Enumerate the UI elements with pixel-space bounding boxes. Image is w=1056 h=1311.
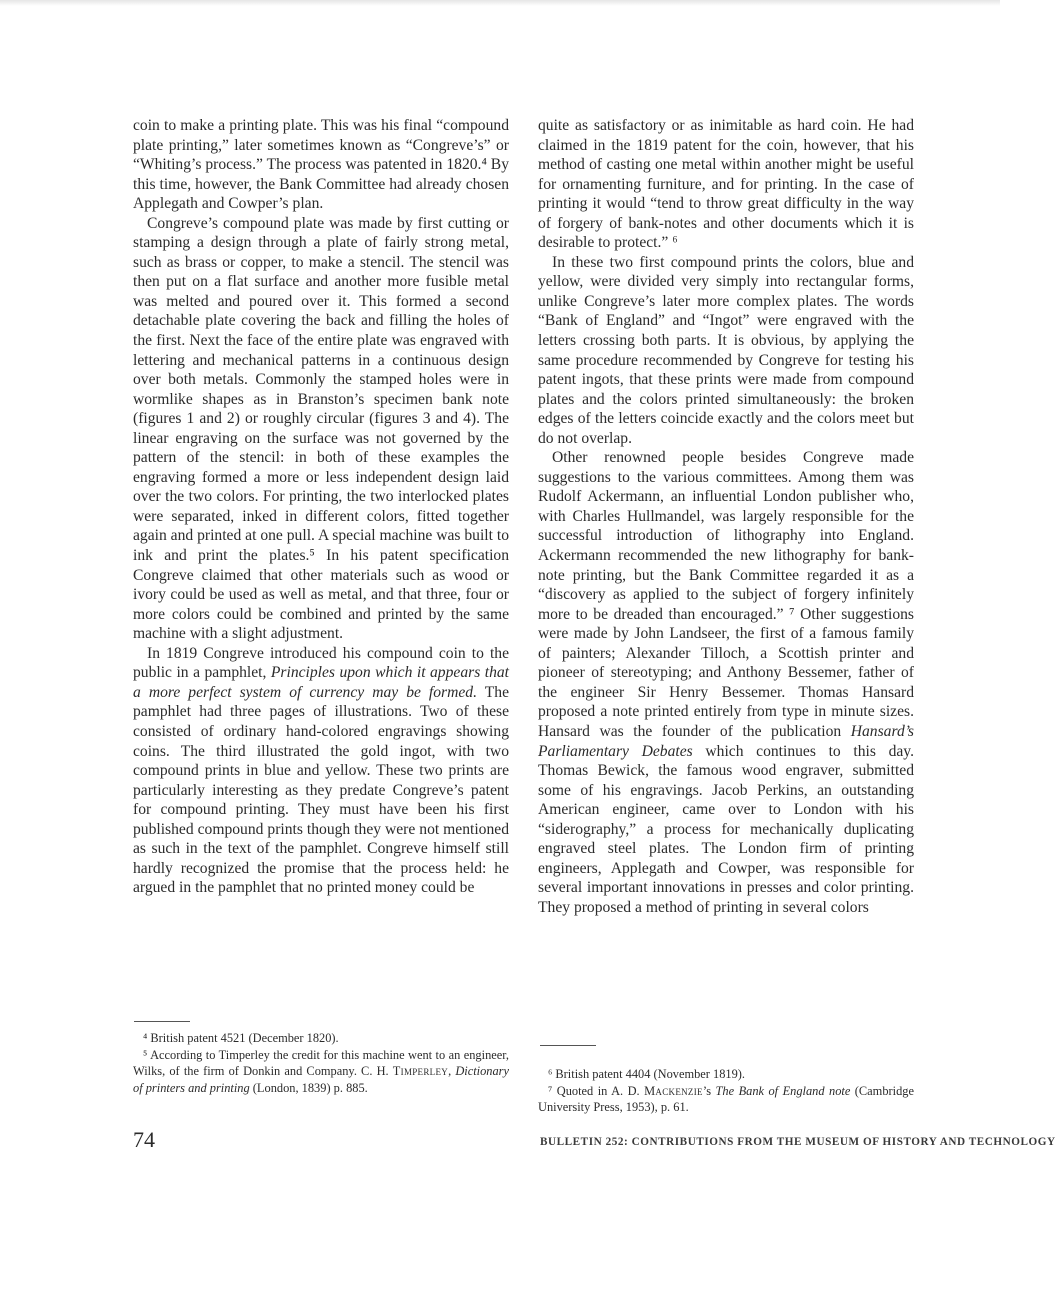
footnotes-left bbox=[133, 1030, 509, 1096]
italic-title: The Bank of England note bbox=[715, 1083, 851, 1098]
footnote-text: ⁷ Quoted in A. D. bbox=[548, 1083, 645, 1098]
paragraph-text: Other renowned people besides Congreve made suggestions to the various committees. Among them was Rudolf Ackermann, an influential London publisher who, with Charles Hullmandel, was largely responsible for the successful introduction of lithography into England. Ackermann recommended the new lithography for bank-note printing, but the Bank Committee regarded it as a “discovery as applied to the subject of forgery infinitely more to be dreaded than encouraged.” ⁷ Other suggestions were made by John Landseer, the first of a famous family of painters; Alexander Tilloch, a Scottish printer and pioneer of stereotyping; and Anthony Bessemer, father of the engineer Sir Henry Bessemer. Thomas Hansard proposed a note printed entirely from type in minute sizes. Hansard was the founder of the publication bbox=[538, 449, 914, 740]
footnote-text: (London, 1839) p. 885. bbox=[249, 1080, 368, 1095]
left-column bbox=[133, 116, 509, 898]
author-name: Timperley bbox=[392, 1064, 449, 1079]
author-name: Mackenzie bbox=[644, 1083, 703, 1098]
footnote-5 bbox=[133, 1047, 509, 1097]
paragraph bbox=[538, 448, 914, 917]
paragraph-text: In 1819 Congreve introduced his compound coin to the public in a pamphlet, bbox=[133, 644, 509, 682]
footnote-text: ⁵ According to Timperley the credit for this machine went to an engineer, Wilks, of the firm of Donkin and Company. C. H. bbox=[133, 1047, 509, 1079]
footnote-text: , bbox=[448, 1064, 456, 1079]
paragraph: Congreve’s compound plate was made by first cutting or stamping a design through a plate of fairly strong metal, such as brass or copper, to make a stencil. The stencil was then put on a flat surface and another more fusible metal was melted and poured over it. This formed a second detachable plate covering the back and filling the holes of the first. Next the face of the entire plate was engraved with lettering and mechanical patterns in a continuous design over both metals. Commonly the stamped holes were in wormlike shapes as in Branston’s specimen bank note (figures 1 and 2) or roughly circular (figures 3 and 4). The linear engraving on the surface was not governed by the pattern of the stencil: in both of these examples the engraving formed a more or less independent design laid over the two colors. For printing, the two interlocked plates were separated, inked in different colors, fitted together again and printed at one pull. A special machine was built to ink and print the plates.⁵ In his patent specification Congreve claimed that other materials such as wood or ivory could be used as well as metal, and that three, four or more colors could be combined and printed by the same machine with a slight adjustment. bbox=[133, 214, 509, 643]
page-number: 74 bbox=[133, 1127, 155, 1152]
paragraph bbox=[133, 644, 509, 898]
footnote-rule-right bbox=[540, 1045, 596, 1046]
footnote-rule-left bbox=[134, 1021, 190, 1022]
paragraph-text: which continues to this day. Thomas Bewick, the famous wood engraver, submitted some of his engravings. Jacob Perkins, an outstanding American engineer, came over to London with his “siderography,” a process for mechanically duplicating engraved steel plates. The London firm of printing engineers, Applegath and Cowper, was responsible for several important innovations in presses and color printing. They proposed a method of printing in several colors bbox=[538, 742, 914, 916]
right-column bbox=[538, 116, 914, 917]
italic-title: Hansard’s Parliamentary Debates bbox=[538, 722, 914, 760]
running-title: BULLETIN 252: CONTRIBUTIONS FROM THE MUSEUM OF HISTORY AND TECHNOLOGY bbox=[540, 1136, 1056, 1148]
footnote-text: (Cambridge University Press, 1953), p. 61. bbox=[538, 1083, 914, 1115]
italic-title: Principles upon which it appears that a more perfect system of currency may be formed. bbox=[133, 664, 510, 701]
paragraph: coin to make a printing plate. This was his final “compound plate printing,” later sometimes known as “Congreve’s” or “Whiting’s process.” The process was patented in 1820.⁴ By this time, however, the Bank Committee had already chosen Applegath and Cowper’s plan. bbox=[133, 117, 509, 213]
paragraph: In these two first compound prints the colors, blue and yellow, were divided very simply into rectangular forms, unlike Congreve’s later more complex plates. The words “Bank of England” and “Ingot” were engraved with the letters crossing both parts. It is obvious, by applying the same procedure recommended by Congreve for testing his patent ingots, that these prints were made from compound plates and the colors printed simultaneously: the broken edges of the letters coincide exactly and the colors meet but do not overlap. bbox=[538, 253, 914, 447]
footnote-6: ⁶ British patent 4404 (November 1819). bbox=[548, 1067, 746, 1081]
footnotes-right bbox=[538, 1066, 914, 1116]
page-top-edge bbox=[0, 0, 1000, 6]
footnote-text: ’s bbox=[702, 1083, 716, 1098]
paragraph-text: The pamphlet had three pages of illustrations. Two of these consisted of ordinary hand-colored engravings showing coins. The third illustrated the gold ingot, with two compound prints in blue and yellow. These two prints are particularly interesting as they predate Congreve’s patent for compound printing. They must have been his first published compound prints though they were not mentioned as such in the text of the pamphlet. Congreve himself still hardly recognized the promise that the process held: he argued in the pamphlet that no printed money could be bbox=[133, 683, 509, 897]
footnote-4: ⁴ British patent 4521 (December 1820). bbox=[143, 1031, 339, 1045]
paragraph: quite as satisfactory or as inimitable as hard coin. He had claimed in the 1819 patent for the coin, however, that his method of casting one metal within another might be useful for ornamenting furniture, and for printing. In the case of printing it would “tend to throw great difficulty in the way of forgery of bank-notes and other documents which it is desirable to protect.” ⁶ bbox=[538, 117, 914, 252]
italic-title: Dictionary of printers and printing bbox=[133, 1064, 509, 1095]
footnote-7 bbox=[538, 1083, 914, 1116]
